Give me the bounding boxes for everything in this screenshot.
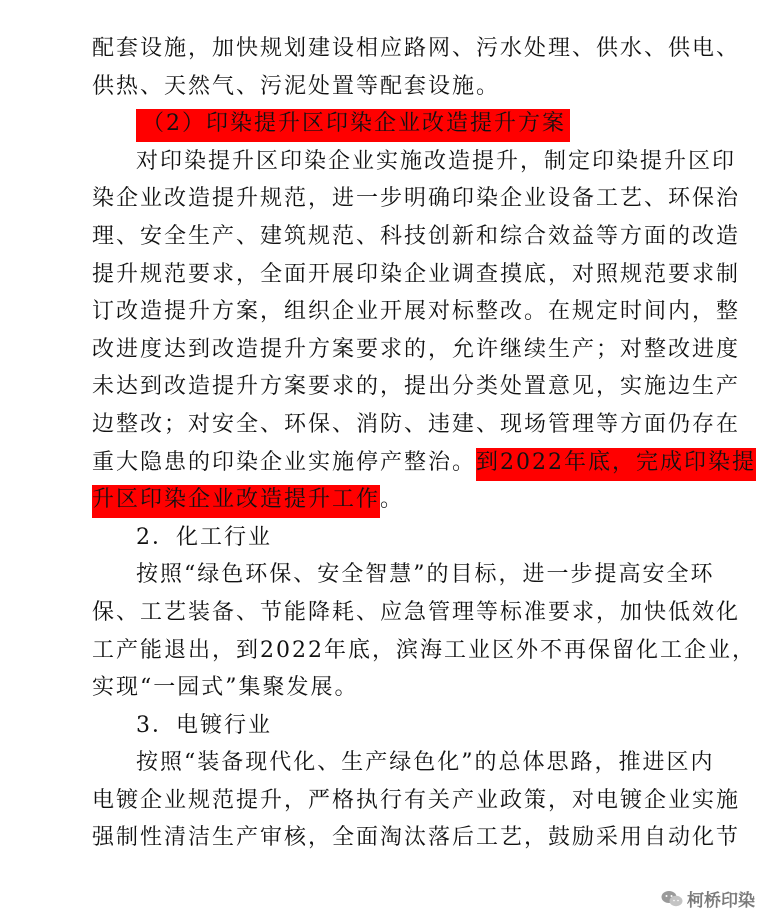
text-line bbox=[92, 406, 741, 444]
text-line bbox=[92, 30, 741, 68]
section-heading-highlight: （2）印染提升区印染企业改造提升方案 bbox=[136, 109, 570, 142]
document-body bbox=[92, 30, 757, 857]
line-text: 2．化工行业 bbox=[136, 524, 272, 550]
watermark bbox=[661, 886, 755, 911]
text-line bbox=[92, 782, 741, 820]
text-line bbox=[92, 256, 741, 294]
line-text: 改进度达到改造提升方案要求的，允许继续生产；对整改进度 bbox=[92, 336, 741, 362]
line-text: 配套设施，加快规划建设相应路网、污水处理、供水、供电、 bbox=[92, 36, 741, 61]
text-line bbox=[92, 744, 715, 782]
line-text: 提升规范要求，全面开展印染企业调查摸底，对照规范要求制 bbox=[92, 261, 741, 287]
line-text: 3．电镀行业 bbox=[136, 712, 272, 738]
line-text: 强制性清洁生产审核，全面淘汰落后工艺，鼓励采用自动化节 bbox=[92, 825, 741, 851]
line-text: 电镀企业规范提升，严格执行有关产业政策，对电镀企业实施 bbox=[92, 787, 741, 813]
highlighted-text: 到2022年底，完成印染提 bbox=[476, 448, 756, 481]
highlighted-text: 升区印染企业改造提升工作 bbox=[92, 485, 380, 518]
text-line bbox=[92, 519, 682, 557]
line-text: 工产能退出，到2022年底，滨海工业区外不再保留化工企业， bbox=[92, 637, 756, 663]
line-text-after: 。 bbox=[380, 487, 405, 513]
text-line bbox=[92, 293, 741, 331]
text-line bbox=[92, 68, 682, 106]
text-line bbox=[92, 632, 756, 670]
line-text: 实现“一园式”集聚发展。 bbox=[92, 675, 359, 701]
wechat-icon bbox=[661, 890, 683, 908]
text-line bbox=[92, 368, 741, 406]
text-line bbox=[92, 556, 715, 594]
line-text: 对印染提升区印染企业实施改造提升，制定印染提升区印 bbox=[136, 148, 737, 174]
line-text: 染企业改造提升规范，进一步明确印染企业设备工艺、环保治 bbox=[92, 186, 741, 212]
text-line bbox=[92, 180, 741, 218]
line-text: 边整改；对安全、环保、消防、违建、现场管理等方面仍存在 bbox=[92, 411, 741, 437]
line-text: 供热、天然气、污泥处置等配套设施。 bbox=[92, 73, 501, 99]
text-line bbox=[92, 331, 741, 369]
text-line bbox=[92, 594, 741, 632]
text-line bbox=[92, 819, 741, 857]
text-line bbox=[92, 444, 757, 482]
text-line bbox=[92, 707, 682, 745]
text-line bbox=[92, 218, 741, 256]
line-text: 按照“装备现代化、生产绿色化”的总体思路，推进区内 bbox=[136, 750, 715, 776]
line-text: 订改造提升方案，组织企业开展对标整改。在规定时间内，整 bbox=[92, 299, 741, 325]
watermark-text: 柯桥印染 bbox=[687, 891, 755, 911]
text-line bbox=[92, 143, 737, 181]
line-text: 理、安全生产、建筑规范、科技创新和综合效益等方面的改造 bbox=[92, 223, 741, 249]
text-line bbox=[92, 669, 682, 707]
text-line bbox=[92, 105, 682, 143]
line-text: 按照“绿色环保、安全智慧”的目标，进一步提高安全环 bbox=[136, 562, 715, 588]
line-text: 未达到改造提升方案要求的，提出分类处置意见，实施边生产 bbox=[92, 374, 741, 400]
line-text: 重大隐患的印染企业实施停产整治。 bbox=[92, 449, 477, 475]
text-line bbox=[92, 481, 682, 519]
line-text: 保、工艺装备、节能降耗、应急管理等标准要求，加快低效化 bbox=[92, 599, 741, 625]
